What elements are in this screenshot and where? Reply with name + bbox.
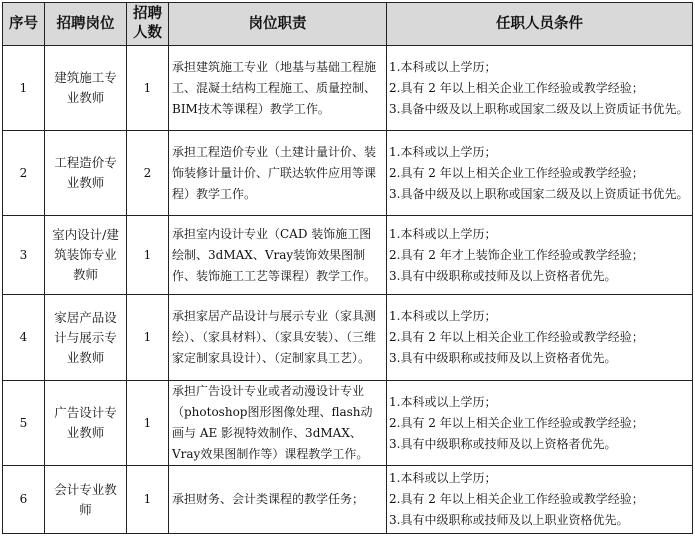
requirement-item: 2.具有 2 年以上相关企业工作经验或教学经验；	[389, 330, 644, 344]
table-row	[3, 216, 693, 295]
header-count	[127, 3, 169, 46]
header-requirements: 任职人员条件	[387, 3, 693, 46]
cell-duty: 承担广告设计专业或者动漫设计专业（photoshop图形图像处理、flash动画与 AE 影视特效制作、3dMAX、Vray效果图制作等）课程教学工作。	[169, 381, 387, 466]
requirement-item: 3.具有中级职称或技师及以上资格者优先。	[389, 351, 617, 365]
cell-duty: 承担家居产品设计与展示专业（家具测绘）、（家具材料）、（家具安装）、（三维家定制家具设计）、（定制家具工艺）。	[169, 295, 387, 381]
cell-position: 会计专业教师	[45, 466, 127, 534]
cell-duty: 承担工程造价专业（土建计量计价、装饰装修计量计价、广联达软件应用等课程）教学工作。	[169, 131, 387, 216]
header-no: 序号	[3, 3, 45, 46]
cell-position: 室内设计/建筑装饰专业教师	[45, 216, 127, 295]
requirement-item: 1.本科或以上学历；	[389, 59, 497, 74]
cell-count: 1	[127, 295, 169, 381]
cell-requirements	[387, 381, 693, 466]
requirement-item: 3.具有中级职称或技师及以上资格者优先。	[389, 268, 617, 283]
requirement-item: 2.具有 2 年以上相关企业工作经验或教学经验；	[389, 165, 644, 180]
cell-position: 家居产品设计与展示专业教师	[45, 295, 127, 381]
cell-count: 1	[127, 466, 169, 534]
requirement-item: 2.具有 2 年以上相关企业工作经验或教学经验；	[389, 492, 644, 506]
cell-count: 1	[127, 381, 169, 466]
requirement-item: 3.具有中级职称或技师及以上资格者优先。	[389, 436, 617, 451]
cell-duty: 承担财务、会计类课程的教学任务；	[169, 466, 387, 534]
cell-requirements	[387, 295, 693, 381]
cell-no: 1	[3, 46, 45, 131]
requirement-item: 3.具备中级及以上职称或国家二级及以上资质证书优先。	[389, 101, 689, 116]
header-duty: 岗位职责	[169, 3, 387, 46]
requirement-item: 1.本科或以上学历；	[389, 144, 497, 159]
recruitment-table	[2, 2, 693, 534]
cell-no: 4	[3, 295, 45, 381]
cell-no: 2	[3, 131, 45, 216]
cell-position: 建筑施工专业教师	[45, 46, 127, 131]
cell-count: 2	[127, 131, 169, 216]
cell-position: 广告设计专业教师	[45, 381, 127, 466]
cell-duty: 承担室内设计专业（CAD 装饰施工图绘制、3dMAX、Vray装饰效果图制作、装饰施工工艺等课程）教学工作。	[169, 216, 387, 295]
table-header-row	[3, 3, 693, 46]
header-count-text: 招聘人数	[133, 6, 162, 41]
cell-count: 1	[127, 46, 169, 131]
requirement-item: 1.本科或以上学历；	[389, 226, 497, 241]
requirement-item: 2.具有 2 年以上相关企业工作经验或教学经验；	[389, 415, 644, 430]
requirement-item: 1.本科或以上学历；	[389, 309, 497, 323]
cell-position: 工程造价专业教师	[45, 131, 127, 216]
cell-no: 6	[3, 466, 45, 534]
cell-requirements	[387, 216, 693, 295]
cell-requirements	[387, 46, 693, 131]
table-row	[3, 46, 693, 131]
requirement-item: 1.本科或以上学历；	[389, 471, 497, 485]
cell-requirements	[387, 131, 693, 216]
table-row	[3, 466, 693, 534]
table-row	[3, 295, 693, 381]
requirement-item: 1.本科或以上学历；	[389, 394, 497, 409]
cell-no: 5	[3, 381, 45, 466]
header-position: 招聘岗位	[45, 3, 127, 46]
table-row	[3, 381, 693, 466]
cell-count: 1	[127, 216, 169, 295]
requirement-item: 2.具有 2 年才上装饰企业工作经验或教学经验；	[389, 247, 644, 262]
cell-no: 3	[3, 216, 45, 295]
requirement-item: 2.具有 2 年以上相关企业工作经验或教学经验；	[389, 80, 644, 95]
requirement-item: 3.具有中级职称或技师及以上职业资格优先。	[389, 513, 629, 527]
requirement-item: 3.具备中级及以上职称或国家二级及以上资质证书优先。	[389, 186, 689, 201]
table-row	[3, 131, 693, 216]
cell-requirements	[387, 466, 693, 534]
cell-duty: 承担建筑施工专业（地基与基础工程施工、混凝土结构工程施工、质量控制、BIM技术等课程）教学工作。	[169, 46, 387, 131]
